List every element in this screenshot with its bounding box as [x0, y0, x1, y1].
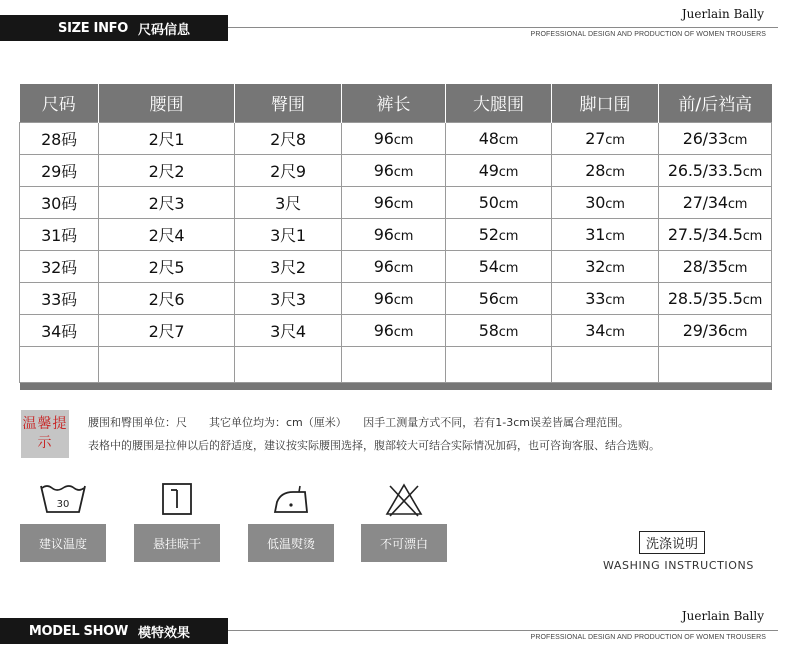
table-row	[20, 122, 772, 154]
table-cell: 3尺3	[235, 282, 342, 314]
table-header-cell: 臀围	[235, 84, 342, 122]
table-cell: 32cm	[552, 250, 659, 282]
table-cell: 52cm	[446, 218, 552, 250]
table-cell: 34码	[20, 314, 99, 346]
table-cell: 26.5/33.5cm	[659, 154, 772, 186]
table-cell: 54cm	[446, 250, 552, 282]
table-header-cell: 大腿围	[446, 84, 552, 122]
model-show-header	[0, 618, 228, 644]
table-footer-bar	[20, 382, 772, 390]
table-cell: 96cm	[342, 218, 446, 250]
table-cell: 96cm	[342, 154, 446, 186]
iron-low-icon	[248, 482, 334, 522]
table-cell: 96cm	[342, 250, 446, 282]
table-row	[20, 250, 772, 282]
notice-badge	[21, 410, 69, 458]
care-label-hang: 悬挂晾干	[134, 524, 220, 562]
table-cell: 2尺9	[235, 154, 342, 186]
notice-line-1: 腰围和臀围单位：尺 其它单位均为：cm（厘米） 因手工测量方式不同，若有1-3cm误差皆属合理范围。	[88, 416, 629, 429]
section-title-en: SIZE INFO	[58, 20, 128, 36]
table-cell: 33码	[20, 282, 99, 314]
table-cell: 33cm	[552, 282, 659, 314]
brand-tagline: PROFESSIONAL DESIGN AND PRODUCTION OF WOMEN TROUSERS	[530, 31, 766, 38]
table-cell-empty	[659, 346, 772, 382]
table-cell: 2尺4	[99, 218, 235, 250]
table-cell: 31cm	[552, 218, 659, 250]
care-item-hang	[134, 482, 220, 551]
care-label-bleach: 不可漂白	[361, 524, 447, 562]
table-cell: 29码	[20, 154, 99, 186]
care-item-wash	[20, 482, 106, 551]
no-bleach-icon	[361, 482, 447, 522]
table-cell: 96cm	[342, 186, 446, 218]
table-cell: 58cm	[446, 314, 552, 346]
table-cell: 27/34cm	[659, 186, 772, 218]
table-header-cell: 腰围	[99, 84, 235, 122]
table-cell: 28.5/35.5cm	[659, 282, 772, 314]
size-info-header	[0, 15, 228, 41]
table-footer-cell	[20, 382, 772, 390]
section-title-cn: 模特效果	[137, 625, 190, 641]
table-cell-empty	[99, 346, 235, 382]
table-cell: 96cm	[342, 314, 446, 346]
notice-label: 温馨提示	[22, 416, 68, 451]
table-header-cell: 尺码	[20, 84, 99, 122]
table-row	[20, 314, 772, 346]
brand-tagline: PROFESSIONAL DESIGN AND PRODUCTION OF WOMEN TROUSERS	[530, 634, 766, 641]
brand-name: Juerlain Bally	[681, 609, 764, 623]
table-cell-empty	[235, 346, 342, 382]
table-cell: 56cm	[446, 282, 552, 314]
table-cell: 26/33cm	[659, 122, 772, 154]
section-title-cn: 尺码信息	[137, 22, 190, 38]
washing-title-cn: 洗涤说明	[639, 531, 705, 554]
table-cell: 2尺6	[99, 282, 235, 314]
wash-30-icon	[20, 482, 106, 522]
table-header-cell: 脚口围	[552, 84, 659, 122]
care-label-iron: 低温熨烫	[248, 524, 334, 562]
table-cell: 31码	[20, 218, 99, 250]
table-cell: 28码	[20, 122, 99, 154]
table-cell: 96cm	[342, 122, 446, 154]
table-header-row	[20, 84, 772, 122]
table-cell: 3尺4	[235, 314, 342, 346]
care-item-iron	[248, 482, 334, 551]
table-row	[20, 282, 772, 314]
washing-title-en: WASHING INSTRUCTIONS	[603, 559, 754, 572]
table-cell: 49cm	[446, 154, 552, 186]
care-label-wash: 建议温度	[20, 524, 106, 562]
table-cell: 3尺1	[235, 218, 342, 250]
wash-temp-value: 30	[56, 499, 70, 510]
table-cell: 2尺3	[99, 186, 235, 218]
table-row	[20, 218, 772, 250]
table-cell: 28cm	[552, 154, 659, 186]
divider-line	[228, 27, 778, 28]
table-cell: 48cm	[446, 122, 552, 154]
table-cell: 30cm	[552, 186, 659, 218]
table-row	[20, 154, 772, 186]
table-row-empty	[20, 346, 772, 382]
table-cell: 2尺2	[99, 154, 235, 186]
table-header-cell: 裤长	[342, 84, 446, 122]
table-cell: 34cm	[552, 314, 659, 346]
table-cell: 27cm	[552, 122, 659, 154]
table-cell: 3尺2	[235, 250, 342, 282]
section-title-en: MODEL SHOW	[28, 623, 128, 639]
hang-dry-icon	[134, 482, 220, 522]
table-cell-empty	[342, 346, 446, 382]
table-cell-empty	[552, 346, 659, 382]
table-cell: 30码	[20, 186, 99, 218]
care-item-bleach	[361, 482, 447, 551]
table-cell: 2尺8	[235, 122, 342, 154]
size-table	[19, 84, 772, 390]
table-header-cell: 前/后裆高	[659, 84, 772, 122]
table-cell: 2尺5	[99, 250, 235, 282]
table-cell: 27.5/34.5cm	[659, 218, 772, 250]
table-cell: 2尺7	[99, 314, 235, 346]
table-cell: 96cm	[342, 282, 446, 314]
table-cell-empty	[446, 346, 552, 382]
table-cell: 28/35cm	[659, 250, 772, 282]
table-cell-empty	[20, 346, 99, 382]
table-row	[20, 186, 772, 218]
table-cell: 32码	[20, 250, 99, 282]
table-cell: 50cm	[446, 186, 552, 218]
notice-line-2: 表格中的腰围是拉伸以后的舒适度，建议按实际腰围选择，腹部较大可结合实际情况加码，也可咨询客服、结合选购。	[88, 439, 660, 452]
table-cell: 3尺	[235, 186, 342, 218]
brand-name: Juerlain Bally	[681, 7, 764, 21]
table-cell: 29/36cm	[659, 314, 772, 346]
table-cell: 2尺1	[99, 122, 235, 154]
divider-line	[228, 630, 778, 631]
